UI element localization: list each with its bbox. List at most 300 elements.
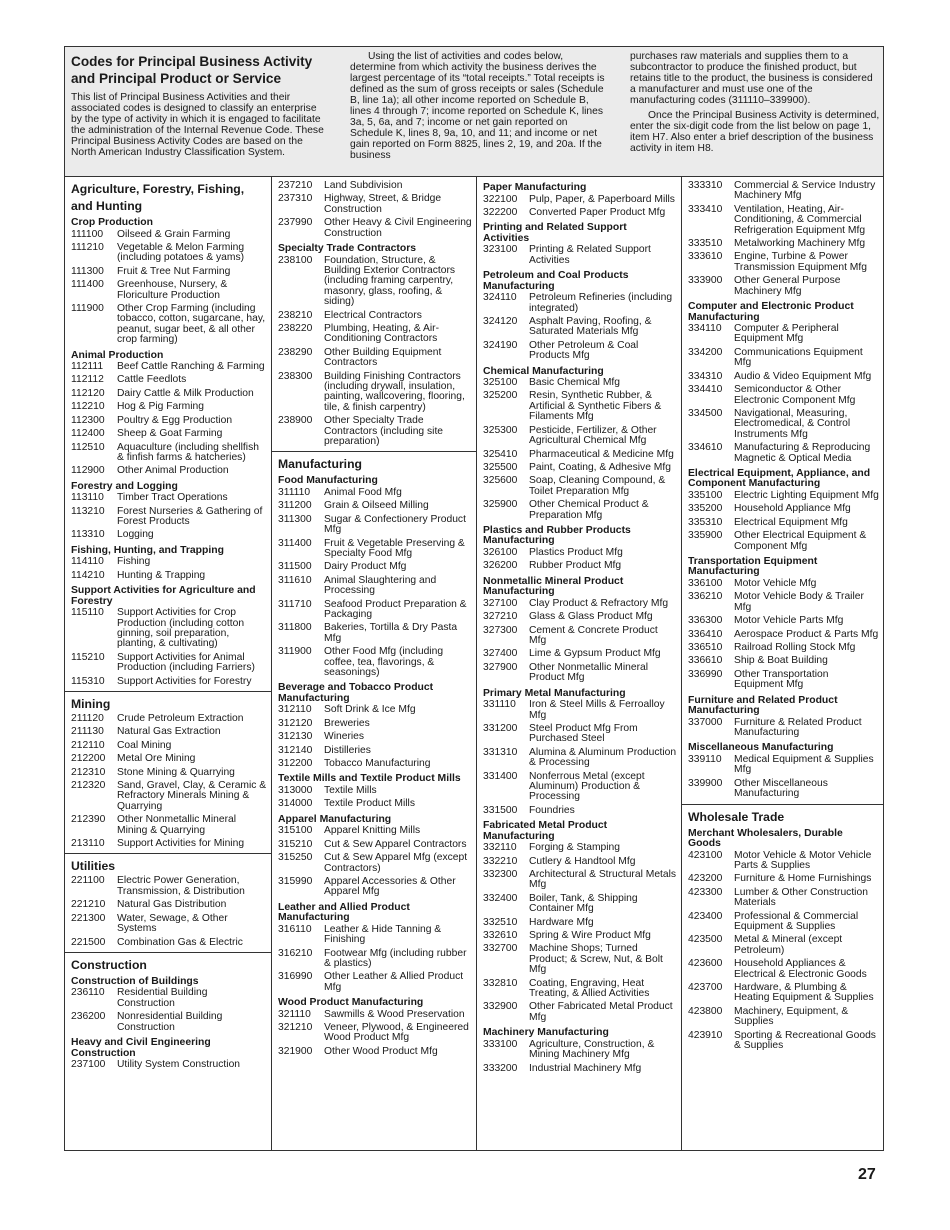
activity-code-entry [65,753,271,766]
activity-description: Other Fabricated Metal Product Mfg [529,1001,673,1023]
entry-instructions-paragraph: Once the Principal Business Activity is determined, enter the six-digit code from the list below on page 1, item H7. Also enter a brief description of the business activity in item H8. [630,110,880,154]
activity-code: 236110 [71,987,105,999]
activity-code-entry [272,255,476,310]
activity-description: Cattle Feedlots [117,374,187,386]
activity-code: 336210 [688,591,723,603]
activity-code: 312200 [278,758,313,770]
activity-description: Cement & Concrete Product Mfg [529,624,658,646]
header-column-3 [630,51,880,154]
activity-code: 336990 [688,668,723,680]
activity-description: Steel Product Mfg From Purchased Steel [529,722,638,745]
activity-code: 112210 [71,401,105,413]
activity-code: 311200 [278,500,312,512]
activity-code-entry [272,193,476,217]
section-title: Wholesale Trade [688,809,785,824]
subsector-heading: Nonmetallic Mineral Product Manufacturing [483,575,624,598]
subsector-heading: Textile Mills and Textile Product Mills [278,773,461,785]
activity-code: 311900 [278,646,312,658]
activity-description: Water, Sewage, & Other Systems [117,912,228,935]
activity-code-entry [477,340,681,364]
activity-code-entry [65,242,271,266]
activity-code: 327300 [483,624,518,636]
activity-description: Ship & Boat Building [734,655,828,667]
activity-code: 333310 [688,180,723,191]
activity-code: 322200 [483,206,518,218]
activity-description: Architectural & Structural Metals Mfg [529,868,677,891]
activity-description: Iron & Steel Mills & Ferroalloy Mfg [529,699,665,721]
activity-description: Navigational, Measuring, Electromedical, & Control Instruments Mfg [734,407,851,440]
activity-code-entry [477,771,681,805]
activity-description: Converted Paper Product Mfg [529,206,666,218]
activity-code-entry [65,676,271,689]
code-column-3 [476,177,681,1150]
activity-code: 312130 [278,731,313,743]
activity-description: Combination Gas & Electric [117,936,243,948]
activity-code-entry [272,500,476,513]
activity-code: 325100 [483,377,518,389]
activity-code: 321110 [278,1008,311,1020]
subsector-heading: Paper Manufacturing [483,182,587,193]
activity-description: Household Appliance Mfg [734,503,851,515]
activity-description: Sheep & Goat Farming [117,428,223,440]
activity-code-entry [65,899,271,912]
activity-code: 238300 [278,370,313,382]
activity-code-entry [477,869,681,893]
activity-code: 325410 [483,448,518,460]
activity-description: Fishing [117,556,151,568]
activity-code-entry [65,401,271,414]
subsector-heading: Fabricated Metal Product Manufacturing [483,820,608,842]
activity-code-entry [682,911,883,935]
activity-description: Other Transportation Equipment Mfg [734,668,829,691]
activity-code: 423600 [688,958,723,970]
activity-description: Electric Lighting Equipment Mfg [734,489,879,501]
code-column-2 [271,177,476,1150]
activity-description: Distilleries [324,744,371,756]
activity-code-entry [272,758,476,771]
activity-code: 111900 [71,302,104,314]
activity-description: Veneer, Plywood, & Engineered Wood Product Mfg [324,1022,469,1044]
activity-code: 339110 [688,753,722,765]
activity-code-entry [477,244,681,268]
activity-description: Fruit & Vegetable Preserving & Specialty Food Mfg [324,537,465,559]
activity-description: Animal Food Mfg [324,486,402,498]
activity-code-entry [682,323,883,347]
activity-description: Other Petroleum & Coal Products Mfg [529,339,639,362]
activity-description: Electric Power Generation, Transmission, & Distribution [117,875,245,897]
subsector-heading: Forestry and Logging [71,480,178,492]
activity-description: Poultry & Egg Production [117,414,233,426]
activity-description: Professional & Commercial Equipment & Supplies [734,910,859,932]
page-title: Codes for Principal Business Activity and Principal Product or Service [71,54,313,86]
activity-code-entry [65,814,271,838]
activity-description: Printing & Related Support Activities [529,244,651,266]
activity-description: Clay Product & Refractory Mfg [529,597,669,609]
activity-description: Coating, Engraving, Heat Treating, & Allied Activities [529,977,650,1000]
activity-code-entry [477,390,681,424]
activity-description: Other Nonmetallic Mineral Mining & Quarrying [117,814,237,836]
activity-description: Utility System Construction [117,1059,241,1071]
activity-description: Commercial & Service Industry Machinery Mfg [734,180,876,202]
activity-code-entry [477,1063,681,1076]
activity-code-entry [65,1011,271,1035]
activity-code: 114210 [71,569,105,581]
activity-code: 314000 [278,798,313,810]
activity-code-entry [477,475,681,499]
activity-description: Other Crop Farming (including tobacco, cotton, sugarcane, hay, peanut, sugar beet, & all other crop farming) [117,302,266,346]
activity-description: Other Food Mfg (including coffee, tea, flavorings, & seasonings) [324,646,444,679]
activity-code: 115210 [71,651,105,663]
activity-description: Other Wood Product Mfg [324,1045,438,1057]
activity-description: Motor Vehicle & Motor Vehicle Parts & Supplies [734,849,872,871]
activity-code: 423800 [688,1005,723,1017]
activity-code: 331310 [483,746,518,758]
code-list-frame [64,46,884,1151]
activity-code: 112112 [71,374,104,386]
activity-code: 336410 [688,628,723,640]
activity-code: 111300 [71,265,104,277]
activity-code-entry [272,538,476,562]
subsector-heading: Construction of Buildings [71,975,199,987]
activity-code-entry [477,930,681,943]
activity-description: Coal Mining [117,739,172,751]
activity-code-entry [682,204,883,238]
activity-code: 315100 [278,825,313,837]
activity-code-entry [682,1030,883,1054]
activity-description: Electrical Contractors [324,309,422,321]
activity-code: 112300 [71,414,105,426]
activity-code: 316990 [278,971,313,983]
activity-description: Other Animal Production [117,465,229,477]
activity-code: 322100 [483,193,518,205]
activity-code: 111400 [71,279,104,291]
activity-description: Apparel Knitting Mills [324,825,421,837]
activity-description: Industrial Machinery Mfg [529,1062,642,1074]
activity-code-entry [272,575,476,599]
section-title: Construction [71,957,147,972]
subsector-heading: Support Activities for Agriculture and Forestry [71,585,256,607]
activity-code: 331110 [483,699,516,711]
activity-description: Hunting & Trapping [117,569,206,581]
activity-code-entry [65,652,271,676]
activity-description: Hardware Mfg [529,916,594,928]
activity-code-entry [477,598,681,611]
activity-description: Footwear Mfg (including rubber & plastics) [324,947,467,969]
activity-code: 325500 [483,461,518,473]
activity-code: 333100 [483,1038,518,1050]
activity-code-entry [682,778,883,802]
activity-code-entry [65,303,271,348]
industry-section [682,805,883,1056]
activity-code: 326100 [483,546,518,558]
activity-code-entry [272,731,476,744]
activity-description: Highway, Street, & Bridge Construction [324,193,442,215]
activity-code: 115110 [71,607,104,619]
activity-code-entry [477,943,681,977]
subsector-heading: Wood Product Manufacturing [278,997,424,1009]
activity-code: 335900 [688,530,723,542]
activity-description: Nonresidential Building Construction [117,1011,223,1033]
industry-section [65,953,271,1075]
activity-code: 238290 [278,346,313,358]
activity-code: 112510 [71,441,105,453]
activity-code-entry [477,856,681,869]
activity-description: Foundation, Structure, & Building Exterior Contractors (including framing carpentry, masonry, glass, roofing, & siding) [324,254,456,308]
activity-code: 332300 [483,868,518,880]
activity-code: 423100 [688,849,723,861]
header-column-1 [71,53,329,158]
activity-description: Household Appliances & Electrical & Electronic Goods [734,958,867,980]
activity-code-entry [682,442,883,466]
activity-code-entry [272,180,476,193]
activity-code-entry [65,740,271,753]
activity-code: 334310 [688,370,723,382]
activity-code-entry [65,875,271,899]
activity-code-entry [272,415,476,449]
activity-description: Greenhouse, Nursery, & Floriculture Production [117,279,228,301]
activity-code: 325600 [483,475,518,487]
activity-code-entry [272,1009,476,1022]
activity-description: Hardware, & Plumbing & Heating Equipment & Supplies [734,982,874,1004]
activity-code: 115310 [71,675,105,687]
activity-code-entry [682,850,883,874]
activity-code: 238100 [278,254,313,266]
activity-description: Sugar & Confectionery Product Mfg [324,513,466,536]
activity-code: 339900 [688,777,723,789]
activity-description: Medical Equipment & Supplies Mfg [734,753,874,776]
activity-code-entry [682,873,883,886]
activity-description: Forging & Stamping [529,842,621,854]
activity-code: 212200 [71,753,106,765]
activity-description: Forest Nurseries & Gathering of Forest Products [117,505,263,528]
activity-description: Audio & Video Equipment Mfg [734,370,872,382]
activity-code-entry [682,251,883,275]
activity-code: 321900 [278,1045,313,1057]
activity-code-entry [477,207,681,220]
section-title: Manufacturing [278,457,362,472]
page-number: 27 [858,1166,876,1183]
intro-paragraph: This list of Principal Business Activities and their associated codes is designed to classify an enterprise by the type of activity in which it is engaged to facilitate the administration of the Internal Revenue Code. These Principal Business Activity Codes are based on the North American Industry Classification System. [71,92,324,158]
activity-code: 211120 [71,713,104,724]
activity-code: 111100 [71,228,104,240]
activity-code-entry [477,747,681,771]
activity-code: 112400 [71,428,105,440]
activity-code: 311710 [278,598,312,610]
activity-code: 336510 [688,642,723,653]
activity-code-entry [65,492,271,505]
activity-code: 325200 [483,390,518,402]
activity-code-entry [682,669,883,693]
activity-code: 333510 [688,238,723,250]
activity-code-entry [65,607,271,652]
activity-code-entry [272,718,476,731]
subsector-heading: Primary Metal Manufacturing [483,687,626,699]
activity-code: 327100 [483,597,518,609]
activity-code: 321210 [278,1022,313,1034]
activity-code: 324120 [483,315,518,327]
activity-code-entry [65,987,271,1011]
subsector-heading: Miscellaneous Manufacturing [688,742,834,754]
activity-code: 311300 [278,513,312,525]
activity-code: 311610 [278,574,312,586]
activity-code-entry [477,1001,681,1025]
activity-code: 335100 [688,489,723,501]
subsector-heading: Crop Production [71,217,153,228]
activity-code: 212310 [71,766,106,778]
activity-description: Metal & Mineral (except Petroleum) [734,934,843,956]
industry-section [65,177,271,692]
activity-description: Metalworking Machinery Mfg [734,238,866,250]
activity-description: Residential Building Construction [117,987,208,1009]
activity-code-entry [65,229,271,242]
activity-description: Textile Mills [324,784,377,796]
activity-code-entry [272,704,476,717]
activity-code-entry [682,717,883,741]
activity-description: Spring & Wire Product Mfg [529,930,651,941]
activity-code-entry [477,547,681,560]
code-column-1 [65,177,271,1150]
activity-description: Other Building Equipment Contractors [324,346,442,369]
activity-code: 238220 [278,322,313,334]
activity-description: Cut & Sew Apparel Contractors [324,838,467,850]
activity-code-entry [272,371,476,416]
activity-code-entry [477,560,681,573]
activity-code-entry [272,310,476,323]
activity-code: 316210 [278,947,313,959]
subsector-heading: Merchant Wholesalers, Durable Goods [688,827,843,850]
activity-description: Motor Vehicle Parts Mfg [734,615,844,627]
activity-description: Sand, Gravel, Clay, & Ceramic & Refractory Minerals Mining & Quarrying [117,780,267,812]
activity-code-entry [272,798,476,811]
activity-code-entry [477,425,681,449]
activity-code: 337000 [688,716,723,728]
activity-description: Semiconductor & Other Electronic Component Mfg [734,384,856,406]
subsector-heading: Fishing, Hunting, and Trapping [71,544,224,556]
activity-code: 423500 [688,934,723,946]
activity-code-entry [682,615,883,628]
activity-code-entry [477,449,681,462]
activity-code-entry [682,517,883,530]
activity-description: Other General Purpose Machinery Mfg [734,275,841,297]
activity-description: Natural Gas Extraction [117,726,221,738]
activity-code: 423400 [688,910,723,922]
subsector-heading: Furniture and Related Product Manufacturing [688,694,838,717]
activity-code-entry [272,646,476,680]
activity-code-entry [272,217,476,241]
activity-code-entry [65,465,271,478]
activity-description: Wineries [324,731,365,743]
activity-code: 327210 [483,611,518,623]
activity-description: Natural Gas Distribution [117,899,227,911]
activity-code: 114110 [71,556,104,568]
activity-description: Sawmills & Wood Preservation [324,1008,465,1020]
activity-description: Other Miscellaneous Manufacturing [734,777,828,800]
subsector-heading: Apparel Manufacturing [278,813,392,825]
activity-code-entry [682,238,883,251]
activity-code-entry [272,561,476,574]
activity-code: 327400 [483,648,518,660]
activity-code-entry [477,699,681,723]
activity-code-entry [272,622,476,646]
activity-code-entry [477,462,681,475]
activity-description: Leather & Hide Tanning & Finishing [324,923,442,946]
activity-code: 238210 [278,309,313,321]
activity-description: Boiler, Tank, & Shipping Container Mfg [529,892,638,915]
activity-description: Motor Vehicle Body & Trailer Mfg [734,591,864,613]
code-column-4 [681,177,883,1150]
activity-description: Animal Slaughtering and Processing [324,574,437,597]
activity-description: Stone Mining & Quarrying [117,766,235,778]
activity-code: 315210 [278,838,313,850]
activity-code: 113210 [71,505,105,517]
activity-code: 221500 [71,936,106,948]
activity-code: 221100 [71,875,105,887]
activity-code-entry [65,767,271,780]
activity-description: Beef Cattle Ranching & Farming [117,361,265,373]
activity-code: 311500 [278,561,312,573]
activity-description: Aquaculture (including shellfish & finfish farms & hatcheries) [117,441,259,463]
activity-code-entry [682,642,883,655]
activity-code-entry [65,279,271,303]
activity-description: Dairy Cattle & Milk Production [117,387,254,399]
activity-description: Railroad Rolling Stock Mfg [734,642,856,653]
activity-description: Sporting & Recreational Goods & Supplies [734,1029,876,1052]
activity-description: Petroleum Refineries (including integrated) [529,292,673,314]
activity-description: Other Electrical Equipment & Component Mfg [734,530,867,552]
activity-description: Furniture & Related Product Manufacturing [734,716,862,739]
activity-code-entry [65,442,271,466]
activity-code: 311800 [278,622,312,634]
industry-section [65,692,271,854]
activity-code-entry [272,924,476,948]
activity-code: 315250 [278,852,313,864]
activity-code-entry [682,591,883,615]
activity-code: 316110 [278,923,312,935]
activity-code: 311110 [278,486,311,498]
activity-code-entry [272,948,476,972]
subsector-heading: Leather and Allied Product Manufacturing [278,901,410,924]
activity-code: 333610 [688,251,723,263]
activity-description: Electrical Equipment Mfg [734,516,848,528]
activity-code: 221300 [71,912,106,924]
activity-description: Other Heavy & Civil Engineering Construction [324,217,472,239]
activity-description: Timber Tract Operations [117,492,228,504]
activity-description: Communications Equipment Mfg [734,346,863,369]
subsector-heading: Machinery Manufacturing [483,1027,609,1039]
activity-code-entry [682,934,883,958]
activity-code: 332610 [483,930,518,941]
activity-code-entry [477,917,681,930]
activity-code: 334410 [688,384,723,396]
activity-code: 113110 [71,492,104,504]
activity-code: 335310 [688,516,723,528]
activity-code: 331200 [483,722,518,734]
activity-code-entry [272,825,476,838]
activity-description: Asphalt Paving, Roofing, & Saturated Materials Mfg [529,315,652,338]
activity-code: 312110 [278,704,312,716]
activity-description: Textile Product Mills [324,798,415,810]
activity-code: 113310 [71,529,105,541]
activity-description: Paint, Coating, & Adhesive Mfg [529,461,671,473]
activity-description: Computer & Peripheral Equipment Mfg [734,323,839,345]
activity-code: 423300 [688,886,723,898]
activity-code-entry [65,1059,271,1072]
activity-code: 423700 [688,982,723,994]
activity-code-entry [477,893,681,917]
activity-code: 312120 [278,717,313,729]
activity-code-entry [65,388,271,401]
activity-code: 213110 [71,838,105,850]
